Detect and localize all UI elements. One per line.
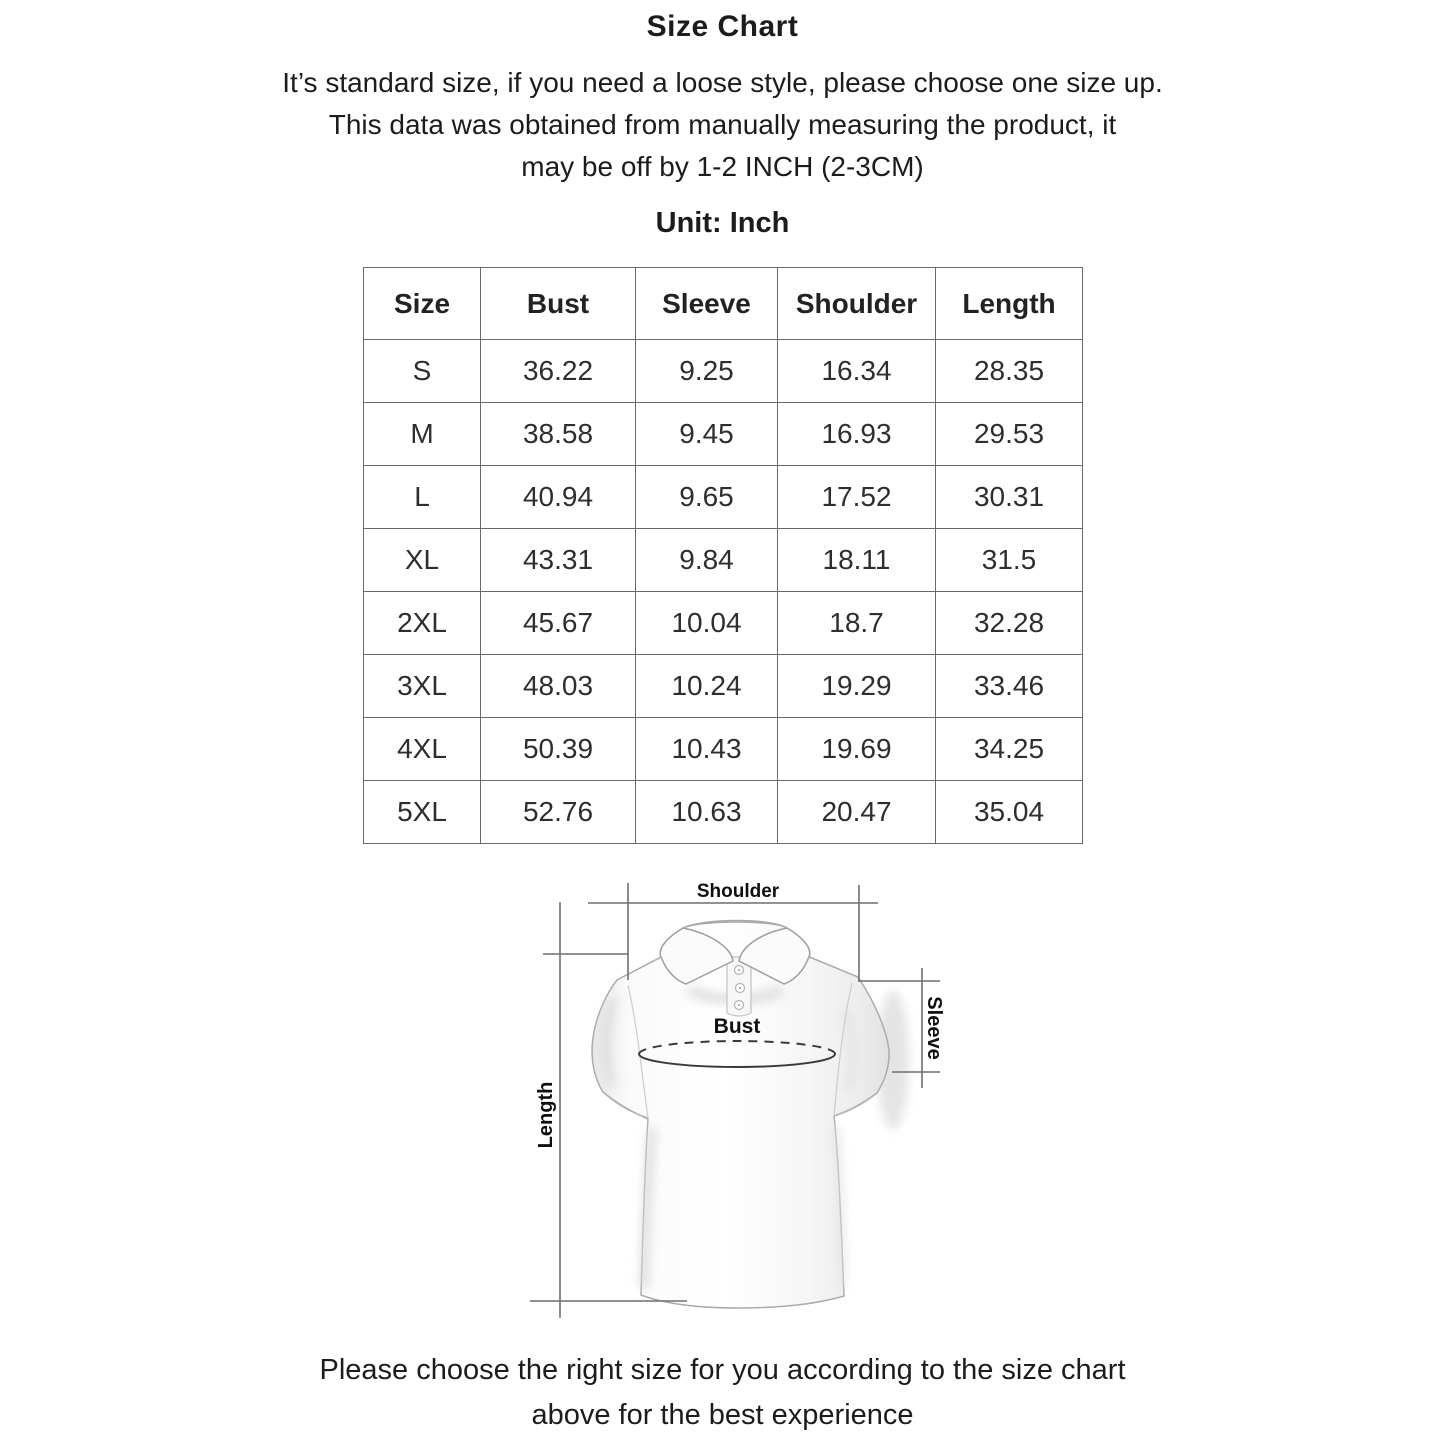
footer-note (0, 1348, 1445, 1438)
size-note-line-1: It’s standard size, if you need a loose style, please choose one size up. (282, 67, 1163, 98)
table-row (364, 466, 1083, 529)
table-header-row (364, 268, 1083, 340)
size-cell: 5XL (364, 781, 481, 844)
size-cell: 2XL (364, 592, 481, 655)
bust-label: Bust (713, 1015, 761, 1038)
col-header-bust: Bust (481, 268, 636, 340)
footer-line-2: above for the best experience (531, 1399, 914, 1431)
length-cell: 28.35 (936, 340, 1083, 403)
bust-cell: 40.94 (481, 466, 636, 529)
footer-line-1: Please choose the right size for you according to the size chart (319, 1354, 1126, 1386)
sleeve-cell: 10.43 (636, 718, 778, 781)
length-label: Length (535, 1081, 557, 1149)
length-cell: 35.04 (936, 781, 1083, 844)
shirt-measurement-diagram (500, 860, 980, 1330)
length-cell: 32.28 (936, 592, 1083, 655)
sleeve-label: Sleeve (923, 996, 945, 1060)
bust-cell: 48.03 (481, 655, 636, 718)
unit-label: Unit: Inch (655, 207, 790, 239)
bust-cell: 36.22 (481, 340, 636, 403)
sleeve-cell: 9.65 (636, 466, 778, 529)
sleeve-cell: 10.63 (636, 781, 778, 844)
bust-cell: 52.76 (481, 781, 636, 844)
size-note-line-3: may be off by 1-2 INCH (2-3CM) (521, 151, 924, 182)
shoulder-cell: 19.29 (778, 655, 936, 718)
sleeve-cell: 9.25 (636, 340, 778, 403)
size-cell: M (364, 403, 481, 466)
sleeve-cell: 10.04 (636, 592, 778, 655)
shoulder-cell: 20.47 (778, 781, 936, 844)
polo-shirt-illustration (592, 921, 889, 1309)
shoulder-cell: 16.93 (778, 403, 936, 466)
shoulder-cell: 19.69 (778, 718, 936, 781)
sleeve-cell: 9.45 (636, 403, 778, 466)
table-row (364, 340, 1083, 403)
table-row (364, 718, 1083, 781)
size-cell: L (364, 466, 481, 529)
size-cell: 3XL (364, 655, 481, 718)
page-title: Size Chart (646, 10, 799, 43)
shoulder-cell: 18.7 (778, 592, 936, 655)
shirt-buttons (735, 966, 745, 1010)
length-cell: 29.53 (936, 403, 1083, 466)
size-cell: XL (364, 529, 481, 592)
shoulder-cell: 17.52 (778, 466, 936, 529)
size-note-line-2: This data was obtained from manually measuring the product, it (328, 109, 1117, 140)
shoulder-cell: 16.34 (778, 340, 936, 403)
size-cell: S (364, 340, 481, 403)
length-cell: 31.5 (936, 529, 1083, 592)
table-row (364, 529, 1083, 592)
size-table (363, 267, 1083, 844)
shoulder-label: Shoulder (696, 881, 780, 902)
size-note (0, 62, 1445, 188)
col-header-size: Size (364, 268, 481, 340)
col-header-shoulder: Shoulder (778, 268, 936, 340)
size-cell: 4XL (364, 718, 481, 781)
bust-cell: 38.58 (481, 403, 636, 466)
bust-cell: 43.31 (481, 529, 636, 592)
col-header-sleeve: Sleeve (636, 268, 778, 340)
length-cell: 34.25 (936, 718, 1083, 781)
length-cell: 30.31 (936, 466, 1083, 529)
sleeve-cell: 10.24 (636, 655, 778, 718)
table-row (364, 655, 1083, 718)
bust-cell: 50.39 (481, 718, 636, 781)
sleeve-cell: 9.84 (636, 529, 778, 592)
length-cell: 33.46 (936, 655, 1083, 718)
table-row (364, 403, 1083, 466)
table-row (364, 781, 1083, 844)
bust-cell: 45.67 (481, 592, 636, 655)
col-header-length: Length (936, 268, 1083, 340)
shoulder-cell: 18.11 (778, 529, 936, 592)
table-row (364, 592, 1083, 655)
